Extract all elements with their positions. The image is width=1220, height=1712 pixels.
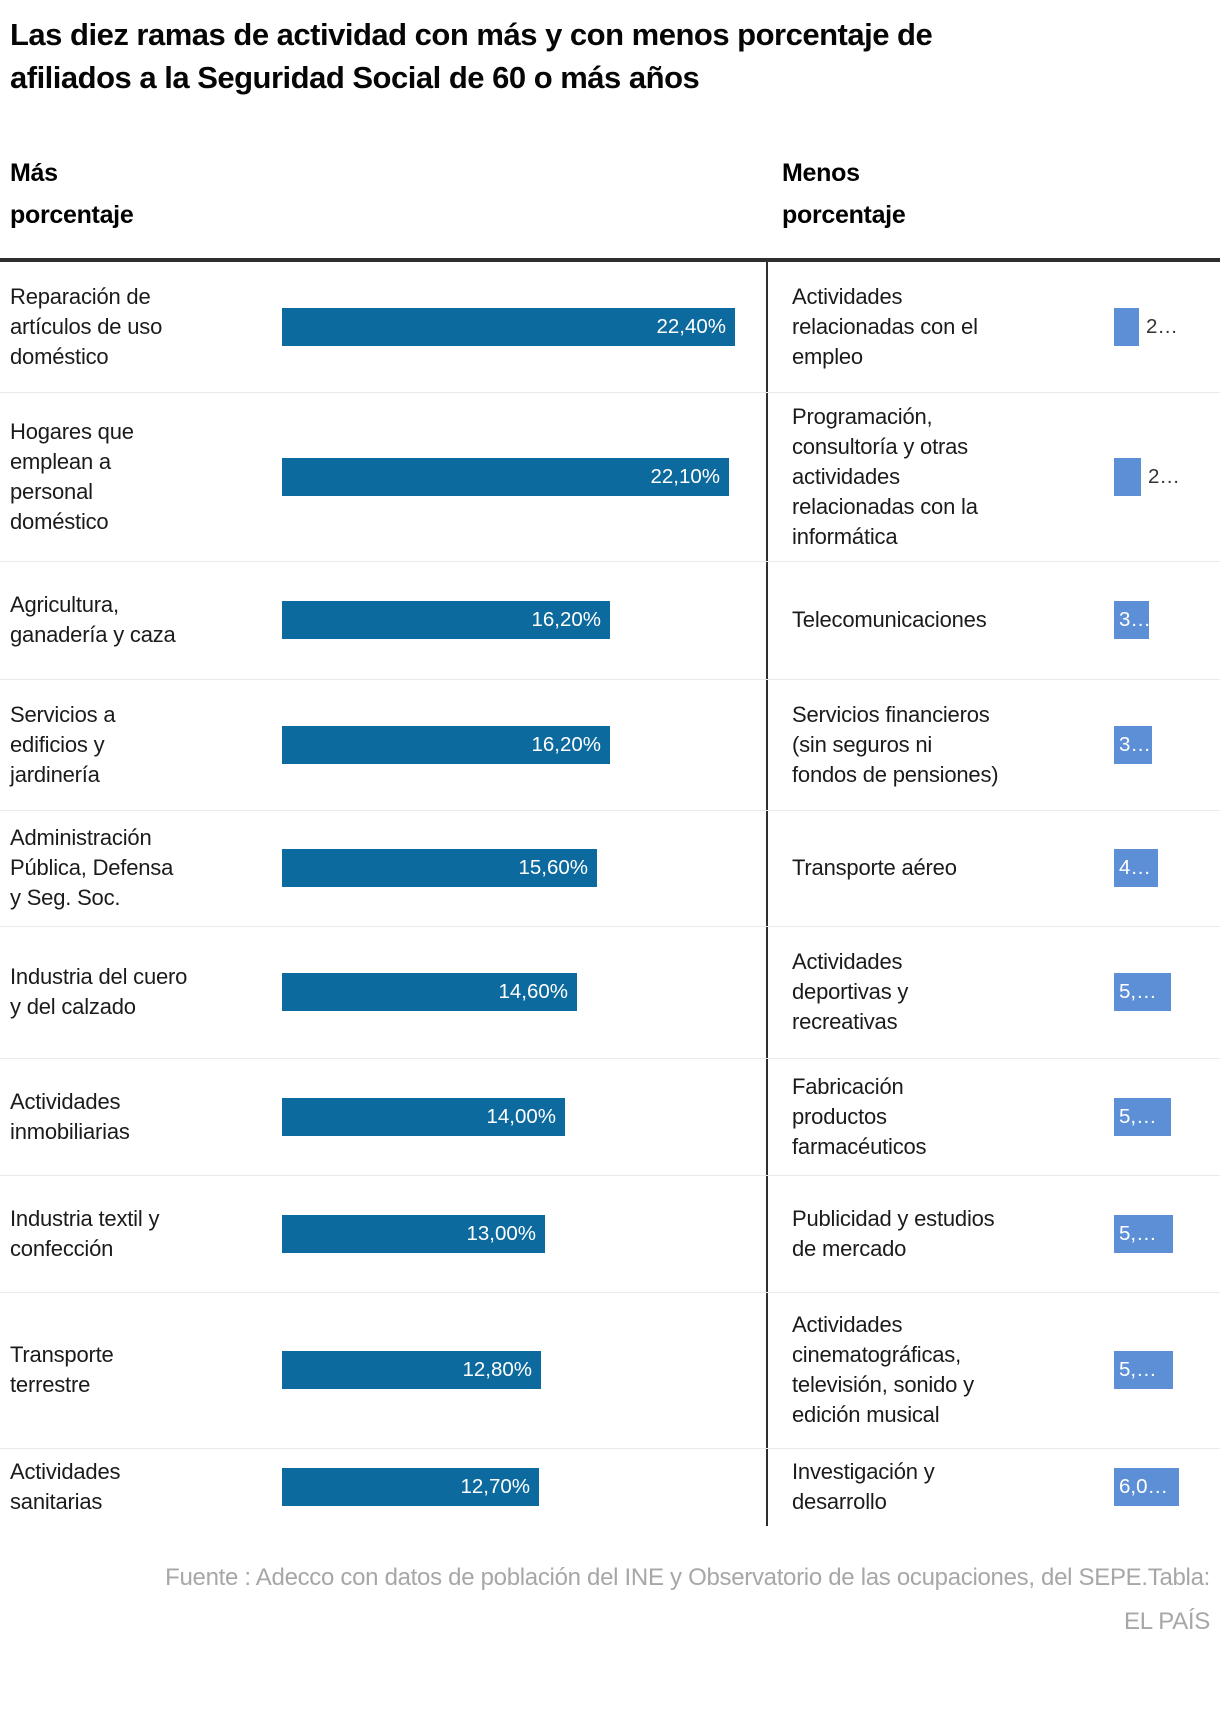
less-percentage-cell <box>766 680 1220 810</box>
less-percentage-bar <box>1114 1215 1173 1253</box>
category-label: Actividades inmobiliarias <box>10 1088 130 1144</box>
bar-area <box>262 849 597 887</box>
bar-area <box>262 973 577 1011</box>
chart-row <box>0 926 1220 1058</box>
category-label: Agricultura, ganadería y caza <box>10 592 176 648</box>
less-percentage-cell <box>766 1449 1220 1526</box>
chart-title: Las diez ramas de actividad con más y con menos porcentaje de afiliados a la Seguridad Social de 60 o más años <box>10 17 933 95</box>
bar-value-label: 3… <box>1119 608 1151 632</box>
category-label: Fabricación productos farmacéuticos <box>792 1073 927 1159</box>
chart-row <box>0 262 1220 392</box>
less-percentage-cell <box>766 811 1220 926</box>
less-percentage-bar <box>1114 601 1149 639</box>
more-percentage-bar <box>282 1351 541 1389</box>
bar-area <box>1114 1468 1179 1506</box>
more-percentage-bar <box>282 1215 545 1253</box>
less-percentage-bar <box>1114 973 1171 1011</box>
more-percentage-cell <box>0 927 766 1058</box>
bar-area <box>1114 308 1178 346</box>
chart-row <box>0 1448 1220 1526</box>
category-label: Hogares que emplean a personal doméstico <box>10 418 134 534</box>
less-percentage-cell <box>766 262 1220 392</box>
bar-value-label: 14,00% <box>486 1104 556 1128</box>
more-percentage-bar <box>282 458 729 496</box>
bar-area <box>1114 1215 1173 1253</box>
bar-value-label: 16,20% <box>531 732 601 756</box>
more-percentage-cell <box>0 1176 766 1292</box>
less-percentage-bar <box>1114 308 1139 346</box>
bar-area <box>262 1351 541 1389</box>
less-percentage-cell <box>766 1059 1220 1175</box>
category-label: Actividades relacionadas con el empleo <box>792 283 978 369</box>
category-label: Industria del cuero y del calzado <box>10 964 188 1020</box>
more-percentage-cell <box>0 562 766 679</box>
chart-row <box>0 1175 1220 1292</box>
less-percentage-bar <box>1114 1098 1171 1136</box>
bar-area <box>1114 458 1180 496</box>
bar-area <box>1114 973 1171 1011</box>
chart-rows <box>0 258 1220 1526</box>
bar-area <box>262 308 735 346</box>
more-percentage-bar <box>282 308 735 346</box>
bar-area <box>262 458 729 496</box>
bar-value-label: 13,00% <box>466 1221 536 1245</box>
source-text: Fuente : Adecco con datos de población del INE y Observatorio de las ocupaciones, del SEPE.Tabla: <box>165 1563 1210 1591</box>
bar-value-label: 22,40% <box>656 314 726 338</box>
more-percentage-cell <box>0 1293 766 1448</box>
category-label: Actividades cinematográficas, televisión, sonido y edición musical <box>792 1312 974 1428</box>
bar-area <box>1114 601 1149 639</box>
category-label: Servicios financieros (sin seguros ni fondos de pensiones) <box>792 701 999 787</box>
bar-area <box>1114 1098 1171 1136</box>
bar-area <box>1114 726 1152 764</box>
bar-value-label: 14,60% <box>498 980 568 1004</box>
more-percentage-bar <box>282 849 597 887</box>
more-percentage-cell <box>0 1059 766 1175</box>
bar-area <box>262 601 610 639</box>
bar-value-label: 2… <box>1146 314 1178 338</box>
less-percentage-cell <box>766 1176 1220 1292</box>
more-percentage-cell <box>0 811 766 926</box>
more-percentage-bar <box>282 726 610 764</box>
bar-area <box>262 1468 539 1506</box>
category-label: Transporte aéreo <box>792 855 957 881</box>
bar-value-label: 12,80% <box>462 1358 532 1382</box>
credit-text: EL PAÍS <box>1124 1607 1210 1635</box>
bar-value-label: 5,… <box>1119 980 1157 1004</box>
category-label: Publicidad y estudios de mercado <box>792 1205 995 1261</box>
less-percentage-header: Menos porcentaje <box>782 158 906 229</box>
chart-row <box>0 810 1220 926</box>
bar-value-label: 5,… <box>1119 1358 1157 1382</box>
category-label: Reparación de artículos de uso doméstico <box>10 283 163 369</box>
category-label: Servicios a edificios y jardinería <box>10 701 116 787</box>
chart-row <box>0 1058 1220 1175</box>
bar-area <box>1114 1351 1173 1389</box>
more-percentage-bar <box>282 973 577 1011</box>
bar-value-label: 6,0… <box>1119 1475 1168 1499</box>
less-percentage-bar <box>1114 1468 1179 1506</box>
more-percentage-cell <box>0 1449 766 1526</box>
category-label: Industria textil y confección <box>10 1205 160 1261</box>
less-percentage-bar <box>1114 726 1152 764</box>
bar-value-label: 2… <box>1148 464 1180 488</box>
category-label: Transporte terrestre <box>10 1342 114 1398</box>
bar-area <box>262 1098 565 1136</box>
less-percentage-cell <box>766 927 1220 1058</box>
less-percentage-cell <box>766 562 1220 679</box>
bar-area <box>262 726 610 764</box>
more-percentage-bar <box>282 1098 565 1136</box>
bar-value-label: 3… <box>1119 732 1151 756</box>
bar-value-label: 5,… <box>1119 1104 1157 1128</box>
chart-row <box>0 1292 1220 1448</box>
bar-value-label: 22,10% <box>650 464 720 488</box>
more-percentage-bar <box>282 601 610 639</box>
chart-row <box>0 392 1220 561</box>
category-label: Programación, consultoría y otras actividades relacionadas con la informática <box>792 403 978 549</box>
bar-area <box>1114 849 1158 887</box>
less-percentage-bar <box>1114 1351 1173 1389</box>
category-label: Investigación y desarrollo <box>792 1459 935 1515</box>
bar-value-label: 16,20% <box>531 608 601 632</box>
bar-value-label: 12,70% <box>460 1475 530 1499</box>
bar-area <box>262 1215 545 1253</box>
less-percentage-bar <box>1114 849 1158 887</box>
column-headers <box>0 152 1220 236</box>
more-percentage-header: Más porcentaje <box>10 158 134 229</box>
less-percentage-cell <box>766 1293 1220 1448</box>
source-footer <box>10 1556 1210 1645</box>
less-percentage-bar <box>1114 458 1141 496</box>
category-label: Telecomunicaciones <box>792 607 987 633</box>
more-percentage-cell <box>0 262 766 392</box>
category-label: Actividades sanitarias <box>10 1459 121 1515</box>
more-percentage-cell <box>0 680 766 810</box>
bar-value-label: 15,60% <box>518 856 588 880</box>
chart-card <box>0 14 1220 1644</box>
category-label: Administración Pública, Defensa y Seg. Soc. <box>10 825 174 911</box>
more-percentage-cell <box>0 393 766 561</box>
less-percentage-cell <box>766 393 1220 561</box>
chart-row <box>0 679 1220 810</box>
bar-value-label: 5,… <box>1119 1221 1157 1245</box>
bar-value-label: 4… <box>1119 856 1151 880</box>
chart-row <box>0 561 1220 679</box>
category-label: Actividades deportivas y recreativas <box>792 949 909 1035</box>
more-percentage-bar <box>282 1468 539 1506</box>
